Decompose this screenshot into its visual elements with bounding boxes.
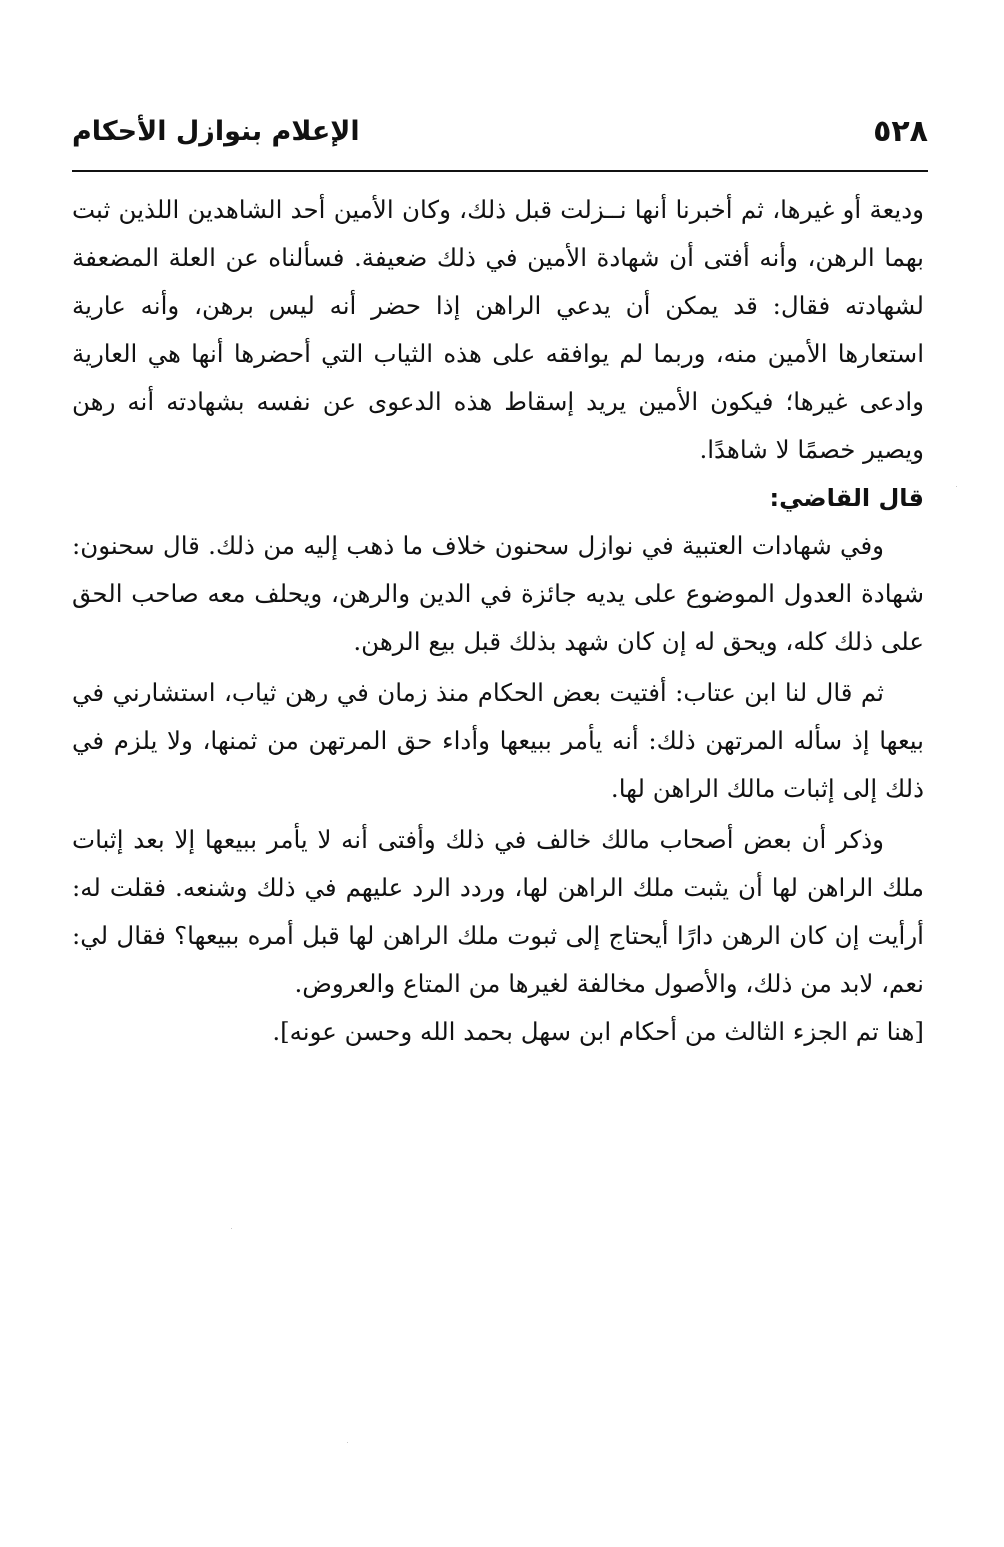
paragraph-1: وديعة أو غيرها، ثم أخبرنا أنها نــزلت قبل ذلك، وكان الأمين أحد الشاهدين اللذين ثبت بهما الرهن، وأنه أفتى أن شهادة الأمين في ذلك ضعيفة. فسألناه عن العلة المضعفة لشهادته فقال: قد يمكن أن يدعي الراهن إذا حضر أنه ليس برهن، وأنه عارية استعارها الأمين منه، وربما لم يوافقه على هذه الثياب التي أحضرها أنها هي العارية وادعى غيرها؛ فيكون الأمين يريد إسقاط هذه الدعوى عن نفسه بشهادته أنه رهن ويصير خصمًا لا شاهدًا. bbox=[72, 195, 925, 464]
scan-speck bbox=[956, 486, 957, 487]
page-number: ٥٢٨ bbox=[873, 114, 928, 149]
header-divider bbox=[72, 170, 928, 172]
running-title: الإعلام بنوازل الأحكام bbox=[72, 116, 360, 147]
closing-note: [هنا تم الجزء الثالث من أحكام ابن سهل بحمد الله وحسن عونه]. bbox=[272, 1017, 924, 1046]
scan-speck bbox=[231, 1228, 232, 1229]
section-subheading: قال القاضي: bbox=[769, 484, 924, 512]
paragraph-3: ثم قال لنا ابن عتاب: أفتيت بعض الحكام منذ زمان في رهن ثياب، استشارني في بيعها إذ سأله المرتهن ذلك: أنه يأمر ببيعها وأداء حق المرتهن من ثمنها، ولا يلزم في ذلك إلى إثبات مالك الراهن لها. bbox=[72, 678, 924, 803]
paragraph-2: وفي شهادات العتبية في نوازل سحنون خلاف ما ذهب إليه من ذلك. قال سحنون: شهادة العدول الموضوع على يديه جائزة في الدين والرهن، ويحلف معه صاحب الحق على ذلك كله، ويحق له إن كان شهد بذلك قبل بيع الرهن. bbox=[72, 531, 924, 656]
paragraph-4: وذكر أن بعض أصحاب مالك خالف في ذلك وأفتى أنه لا يأمر ببيعها إلا بعد إثبات ملك الراهن لها أن يثبت ملك الراهن لها، وردد الرد عليهم في ذلك وشنعه. فقلت له: أرأيت إن كان الرهن دارًا أيحتاج إلى ثبوت ملك الراهن لها قبل أمره ببيعها؟ فقال لي: نعم، لابد من ذلك، والأصول مخالفة لغيرها من المتاع والعروض. bbox=[72, 825, 924, 998]
body-text bbox=[72, 186, 924, 1056]
page-header bbox=[72, 108, 928, 164]
scan-speck bbox=[347, 1442, 348, 1443]
